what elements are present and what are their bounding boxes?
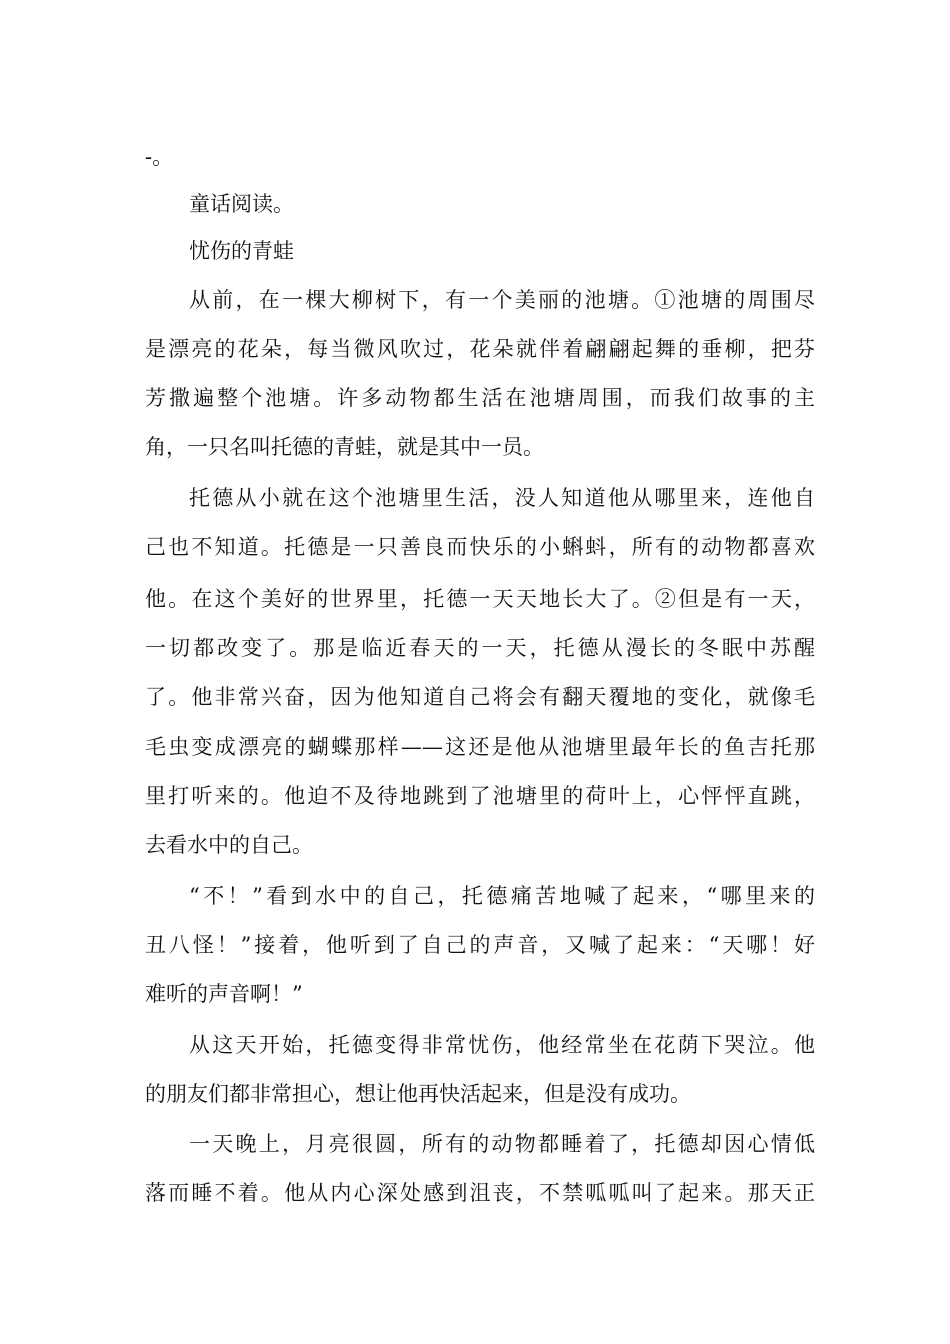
paragraph-3-line-1: “不！”看到水中的自己，托德痛苦地喊了起来，“哪里来的 (189, 884, 815, 908)
paragraph-2-line-4: 一切都改变了。那是临近春天的一天，托德从漫长的冬眠中苏醒 (145, 636, 815, 660)
section-heading: 童话阅读。 (189, 192, 294, 216)
paragraph-4-line-1: 从这天开始，托德变得非常忧伤，他经常坐在花荫下哭泣。他 (189, 1033, 815, 1057)
paragraph-3-line-3: 难听的声音啊！” (145, 982, 303, 1006)
paragraph-2-line-8: 去看水中的自己。 (145, 833, 313, 857)
paragraph-1-line-3: 芳撒遍整个池塘。许多动物都生活在池塘周围，而我们故事的主 (145, 386, 815, 410)
paragraph-1-line-2: 是漂亮的花朵，每当微风吹过，花朵就伴着翩翩起舞的垂柳，把芬 (145, 337, 815, 361)
paragraph-1-line-1: 从前，在一棵大柳树下，有一个美丽的池塘。①池塘的周围尽 (189, 288, 815, 312)
paragraph-2-line-7: 里打听来的。他迫不及待地跳到了池塘里的荷叶上，心怦怦直跳， (145, 784, 815, 808)
paragraph-2-line-1: 托德从小就在这个池塘里生活，没人知道他从哪里来，连他自 (189, 486, 815, 510)
paragraph-5-line-2: 落而睡不着。他从内心深处感到沮丧，不禁呱呱叫了起来。那天正 (145, 1181, 815, 1205)
paragraph-2-line-5: 了。他非常兴奋，因为他知道自己将会有翻天覆地的变化，就像毛 (145, 685, 815, 709)
paragraph-4-line-2: 的朋友们都非常担心，想让他再快活起来，但是没有成功。 (145, 1082, 691, 1106)
paragraph-2-line-2: 己也不知道。托德是一只善良而快乐的小蝌蚪，所有的动物都喜欢 (145, 535, 815, 559)
story-title: 忧伤的青蛙 (189, 239, 294, 263)
paragraph-5-line-1: 一天晚上，月亮很圆，所有的动物都睡着了，托德却因心情低 (189, 1132, 815, 1156)
paragraph-2-line-3: 他。在这个美好的世界里，托德一天天地长大了。②但是有一天， (145, 587, 815, 611)
paragraph-3-line-2: 丑八怪！”接着，他听到了自己的声音，又喊了起来：“天哪！好 (145, 933, 815, 957)
paragraph-2-line-6: 毛虫变成漂亮的蝴蝶那样——这还是他从池塘里最年长的鱼吉托那 (145, 735, 815, 759)
text-line-fragment: -。 (145, 145, 174, 169)
paragraph-1-line-4: 角，一只名叫托德的青蛙，就是其中一员。 (145, 435, 544, 459)
